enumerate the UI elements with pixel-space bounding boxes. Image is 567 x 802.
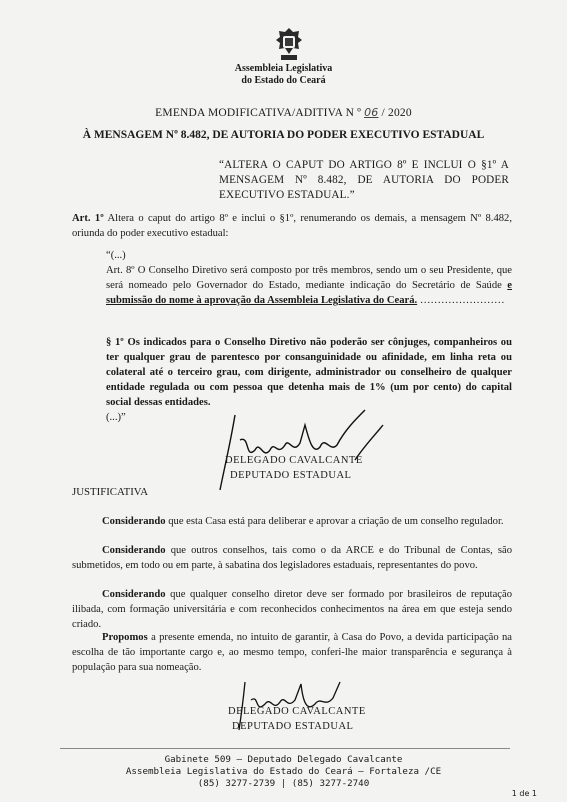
signature-1-scribble: [205, 405, 405, 495]
justification-p1-lead: Considerando: [102, 516, 166, 527]
amendment-number: 06: [364, 106, 379, 119]
justification-p4-lead: Propomos: [102, 632, 148, 643]
justification-heading: JUSTIFICATIVA: [72, 486, 148, 498]
amendment-title-prefix: EMENDA MODIFICATIVA/ADITIVA N º: [155, 107, 361, 119]
justification-paragraph-3: [72, 587, 512, 632]
institution-name-line1: Assembleia Legislativa: [234, 63, 333, 74]
amendment-subtitle: À MENSAGEM Nº 8.482, DE AUTORIA DO PODER EXECUTIVO ESTADUAL: [82, 129, 485, 141]
footer-line-2: Assembleia Legislativa do Estado do Ceará – Fortaleza /CE: [125, 766, 442, 777]
institution-name-line2: do Estado do Ceará: [241, 75, 326, 86]
amendment-year: / 2020: [381, 107, 412, 119]
coat-of-arms-icon: [274, 26, 304, 62]
signature-1-role: DEPUTADO ESTADUAL: [230, 470, 352, 481]
quote-open: “(...): [106, 250, 126, 261]
signature-1-name: DELEGADO CAVALCANTE: [225, 455, 363, 466]
justification-paragraph-1: [72, 514, 512, 529]
justification-p1-text: que esta Casa está para deliberar e aprovar a criação de um conselho regulador.: [168, 516, 504, 527]
signature-2-role: DEPUTADO ESTADUAL: [232, 721, 354, 732]
justification-p2-text: que outros conselhos, tais como o da ARCE e do Tribunal de Contas, são submetidos, em todo ou em parte, à sabatina dos legisladores estaduais, representantes do povo.: [72, 545, 512, 571]
justification-p2-lead: Considerando: [102, 545, 166, 556]
page-number: 1 de 1: [511, 789, 537, 798]
quote-close: (...)”: [106, 412, 126, 423]
justification-p3-text: que qualquer conselho diretor deve ser formado por brasileiros de reputação ilibada, com formação universitária e com reconhecidos conhecimentos na área em que esteja sendo criado.: [72, 589, 512, 630]
article-8-added-text: e submissão do nome à aprovação da Assembleia Legislativa do Ceará.: [106, 280, 512, 306]
amendment-title: [0, 106, 567, 119]
signature-2-name: DELEGADO CAVALCANTE: [228, 706, 366, 717]
article-1-label: Art. 1º: [72, 213, 104, 224]
footer-line-1: Gabinete 509 – Deputado Delegado Cavalcante: [164, 754, 403, 765]
amendment-summary: “ALTERA O CAPUT DO ARTIGO 8º E INCLUI O §1º A MENSAGEM Nº 8.482, DE AUTORIA DO PODER EXECUTIVO ESTADUAL.”: [219, 159, 509, 201]
justification-paragraph-4: [72, 630, 512, 675]
justification-paragraph-2: [72, 543, 512, 573]
justification-p4-text: a presente emenda, no intuito de garantir, à Casa do Povo, a devida participação na escolha de tão importante cargo e, ao mesmo tempo, conferi-lhe maior transparência e segurança à população para sua nomeação.: [72, 632, 512, 673]
article-8-dots: ……………………: [419, 295, 505, 306]
footer-divider: [60, 748, 510, 749]
paragraph-1: § 1º Os indicados para o Conselho Diretivo não poderão ser cônjuges, companheiros ou ter qualquer grau de parentesco por consanguinidade ou afinidade, em linha reta ou colateral até o terceiro grau, com dirigente, administrador ou conselheiro de qualquer entidade regulada ou com pessoa que detenha mais de 1% (um por cento) do capital social dessas entidades.: [106, 337, 512, 408]
article-8-text: Art. 8º O Conselho Diretivo será composto por três membros, sendo um o seu Presidente, que será nomeado pelo Governador do Estado, mediante indicação do Secretário de Saúde: [106, 265, 512, 291]
article-1: [72, 211, 512, 241]
article-1-text: Altera o caput do artigo 8º e inclui o §1º, renumerando os demais, a mensagem Nº 8.482, oriunda do poder executivo estadual:: [72, 213, 512, 239]
footer-line-3: (85) 3277-2739 | (85) 3277-2740: [197, 778, 370, 789]
article-8-paragraph: [106, 263, 512, 308]
justification-p3-lead: Considerando: [102, 589, 166, 600]
